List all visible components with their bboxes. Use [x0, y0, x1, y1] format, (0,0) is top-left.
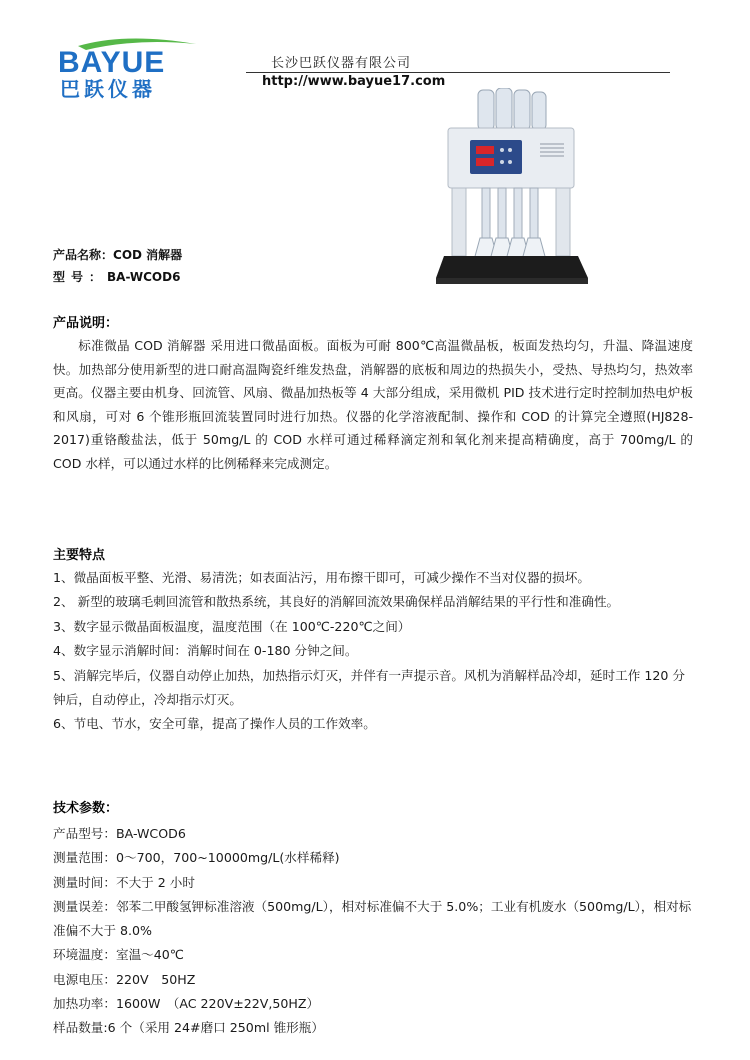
specs-heading: 技术参数： [53, 801, 119, 816]
specs-list [53, 822, 703, 1041]
feature-item: 3、数字显示微晶面板温度，温度范围（在 100℃-220℃之间） [53, 618, 411, 634]
product-model-row [53, 268, 180, 285]
product-model-label: 型号： [53, 270, 108, 284]
feature-item: 1、微晶面板平整、光滑、易清洗；如表面沾污，用布擦干即可，可减少操作不当对仪器的损坏。 [53, 570, 590, 585]
product-name-row [53, 246, 182, 263]
product-model-value: BA-WCOD6 [107, 270, 181, 284]
spec-row: 加热功率：1600W （AC 220V±22V,50HZ） [53, 996, 320, 1012]
feature-item: 2、 新型的玻璃毛刺回流管和散热系统，其良好的消解回流效果确保样品消解结果的平行性和准确性。 [53, 594, 620, 610]
features-list [53, 566, 693, 737]
header-divider [246, 72, 670, 73]
product-image [436, 88, 596, 288]
logo-chinese-text: 巴跃仪器 [60, 77, 156, 101]
spec-row: 样品数量:6 个（采用 24#磨口 250ml 锥形瓶） [53, 1020, 324, 1036]
company-logo [56, 36, 206, 102]
spec-row: 测量误差：邻苯二甲酸氢钾标准溶液（500mg/L），相对标准偏不大于 5.0%；工业有机废水（500mg/L），相对标准偏不大于 8.0% [53, 898, 692, 939]
spec-row: 环境温度：室温～40℃ [53, 947, 184, 963]
product-name-label: 产品名称： [53, 248, 114, 262]
feature-item: 5、消解完毕后，仪器自动停止加热，加热指示灯灭，并伴有一声提示音。风机为消解样品冷却，延时工作 120 分钟后，自动停止，冷却指示灯灭。 [53, 667, 685, 708]
spec-row: 测量时间：不大于 2 小时 [53, 874, 195, 890]
description-paragraph: 标准微晶 COD 消解器 采用进口微晶面板。面板为可耐 800℃高温微晶板，板面发热均匀，升温、降温速度快。加热部分使用新型的进口耐高温陶瓷纤维发热盘，消解器的底板和周边的热损失小，受热、导热均匀，热效率更高。仪器主要由机身、回流管、风扇、微晶加热板等 4 大部分组成，采用微机 PID 技术进行定时控制加热电炉板和风扇，可对 6 个锥形瓶回流装置同时进行加热。仪器的化学溶液配制、操作和 COD 的计算完全遵照(HJ828-2017)重铬酸盐法，低于 50mg/L 的 COD 水样可通过稀释滴定剂和氧化剂来提高精确度，高于 700mg/L 的 COD 水样，可以通过水样的比例稀释来完成测定。 [53, 338, 694, 471]
company-name: 长沙巴跃仪器有限公司 [271, 56, 412, 71]
spec-row: 电源电压：220V 50HZ [53, 971, 196, 987]
product-name-value: COD 消解器 [113, 248, 183, 262]
company-url[interactable]: http://www.bayue17.com [262, 74, 446, 89]
feature-item: 4、数字显示消解时间：消解时间在 0-180 分钟之间。 [53, 643, 358, 659]
features-heading: 主要特点 [53, 548, 106, 563]
spec-row: 产品型号：BA-WCOD6 [53, 826, 186, 841]
description-heading: 产品说明： [53, 316, 119, 331]
logo-english-text: BAYUE [58, 46, 166, 79]
feature-item: 6、节电、节水，安全可靠，提高了操作人员的工作效率。 [53, 716, 376, 732]
spec-row: 测量范围：0～700，700~10000mg/L(水样稀释) [53, 850, 340, 866]
